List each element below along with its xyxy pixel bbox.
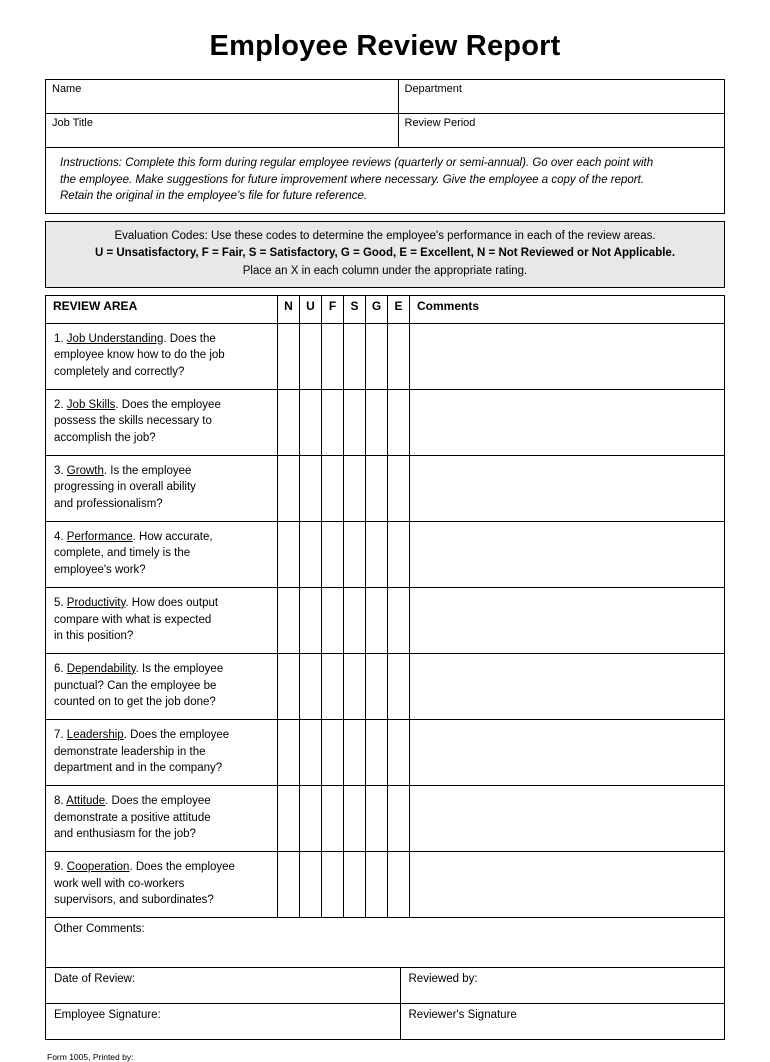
rating-cell-n[interactable] (278, 785, 300, 851)
rating-cell-s[interactable] (344, 587, 366, 653)
rating-cell-n[interactable] (278, 851, 300, 917)
table-row (46, 323, 725, 389)
rating-cell-g[interactable] (366, 389, 388, 455)
review-item-term: Dependability (66, 662, 136, 675)
rating-cell-g[interactable] (366, 521, 388, 587)
review-item-line3: in this position? (54, 630, 134, 643)
rating-cell-n[interactable] (278, 653, 300, 719)
review-item-line3: and enthusiasm for the job? (54, 828, 196, 841)
review-item-number: 6. (54, 662, 64, 675)
comments-cell[interactable] (410, 851, 725, 917)
instructions-line-2: the employee. Make suggestions for future improvement where necessary. Give the employee a copy of the report. (60, 173, 645, 186)
reviewer-signature-label: Reviewer's Signature (408, 1008, 517, 1021)
review-item-term: Productivity (66, 596, 126, 609)
rating-cell-s[interactable] (344, 653, 366, 719)
rating-cell-f[interactable] (322, 323, 344, 389)
rating-cell-e[interactable] (388, 455, 410, 521)
review-area-cell-8 (46, 785, 278, 851)
evaluation-codes-line-2: U = Unsatisfactory, F = Fair, S = Satisfactory, G = Good, E = Excellent, N = Not Reviewed or Not Applicable. (94, 247, 676, 260)
column-header-rating-f: F (322, 295, 344, 323)
review-item-number: 7. (54, 728, 64, 741)
review-item-line2: progressing in overall ability (54, 481, 196, 494)
rating-cell-f[interactable] (322, 653, 344, 719)
table-row (46, 968, 725, 1004)
review-area-cell-5 (46, 587, 278, 653)
rating-cell-s[interactable] (344, 851, 366, 917)
review-area-cell-3 (46, 455, 278, 521)
comments-cell[interactable] (410, 719, 725, 785)
review-item-line2: compare with what is expected (54, 613, 212, 626)
table-row (46, 719, 725, 785)
rating-cell-f[interactable] (322, 785, 344, 851)
name-field[interactable] (46, 80, 399, 114)
employee-signature-field[interactable] (46, 1003, 401, 1039)
rating-cell-f[interactable] (322, 389, 344, 455)
column-header-rating-s: S (344, 295, 366, 323)
table-row (46, 389, 725, 455)
rating-cell-n[interactable] (278, 587, 300, 653)
review-item-number: 3. (54, 464, 64, 477)
review-table-header-row (46, 295, 725, 323)
reviewed-by-label: Reviewed by: (408, 972, 478, 985)
column-header-review-area: REVIEW AREA (46, 295, 278, 323)
review-item-number: 4. (54, 530, 64, 543)
review-item-line2: work well with co-workers (54, 877, 185, 890)
rating-cell-u[interactable] (300, 455, 322, 521)
review-area-cell-6 (46, 653, 278, 719)
date-of-review-label: Date of Review: (54, 972, 136, 985)
rating-cell-u[interactable] (300, 587, 322, 653)
date-of-review-field[interactable] (46, 968, 401, 1004)
comments-cell[interactable] (410, 521, 725, 587)
header-fields-table (45, 79, 725, 148)
rating-cell-g[interactable] (366, 653, 388, 719)
review-item-line3: accomplish the job? (54, 432, 156, 445)
reviewed-by-field[interactable] (400, 968, 725, 1004)
rating-cell-s[interactable] (344, 521, 366, 587)
column-header-rating-n: N (278, 295, 300, 323)
review-area-cell-4 (46, 521, 278, 587)
rating-cell-s[interactable] (344, 455, 366, 521)
rating-cell-g[interactable] (366, 719, 388, 785)
name-label: Name (52, 83, 82, 95)
rating-cell-e[interactable] (388, 389, 410, 455)
instructions-line-3: Retain the original in the employee's file for future reference. (60, 190, 368, 203)
review-item-line2: possess the skills necessary to (54, 415, 212, 428)
rating-cell-s[interactable] (344, 323, 366, 389)
rating-cell-u[interactable] (300, 389, 322, 455)
rating-cell-u[interactable] (300, 653, 322, 719)
rating-cell-n[interactable] (278, 455, 300, 521)
rating-cell-e[interactable] (388, 587, 410, 653)
column-header-comments: Comments (410, 295, 725, 323)
spacer-1 (45, 214, 725, 221)
table-row (46, 80, 725, 114)
column-header-rating-g: G (366, 295, 388, 323)
comments-cell[interactable] (410, 389, 725, 455)
review-item-term: Job Skills (66, 398, 116, 411)
review-item-term: Job Understanding (66, 332, 164, 345)
rating-cell-n[interactable] (278, 323, 300, 389)
review-item-number: 8. (54, 794, 64, 807)
review-item-term: Leadership (66, 728, 124, 741)
table-row (46, 114, 725, 148)
review-area-cell-1 (46, 323, 278, 389)
review-item-line2: employee know how to do the job (54, 349, 225, 362)
table-row (46, 521, 725, 587)
spacer-2 (45, 288, 725, 295)
review-area-cell-9 (46, 851, 278, 917)
rating-cell-g[interactable] (366, 587, 388, 653)
comments-cell[interactable] (410, 323, 725, 389)
other-comments-field[interactable] (45, 918, 725, 968)
page-title: Employee Review Report (209, 30, 561, 62)
review-item-line3: and professionalism? (54, 498, 163, 511)
review-item-line1-rest: . Does the (163, 332, 216, 345)
table-row (46, 1003, 725, 1039)
review-period-label: Review Period (404, 117, 476, 129)
instructions-block (45, 148, 725, 214)
rating-cell-e[interactable] (388, 521, 410, 587)
review-item-line1-rest: . Does the employee (129, 860, 235, 873)
table-row (46, 455, 725, 521)
review-item-line2: punctual? Can the employee be (54, 679, 217, 692)
review-item-line3: supervisors, and subordinates? (54, 894, 214, 907)
review-area-cell-2 (46, 389, 278, 455)
review-item-term: Attitude (66, 794, 106, 807)
review-item-line3: employee's work? (54, 564, 146, 577)
rating-cell-g[interactable] (366, 323, 388, 389)
other-comments-label: Other Comments: (54, 922, 145, 935)
rating-cell-u[interactable] (300, 521, 322, 587)
review-item-line3: completely and correctly? (54, 366, 185, 379)
rating-cell-f[interactable] (322, 455, 344, 521)
table-row (46, 653, 725, 719)
rating-cell-e[interactable] (388, 323, 410, 389)
review-item-number: 1. (54, 332, 64, 345)
rating-cell-s[interactable] (344, 719, 366, 785)
review-period-field[interactable] (398, 114, 725, 148)
review-item-line2: complete, and timely is the (54, 547, 191, 560)
review-item-line1-rest: . Does the employee (105, 794, 211, 807)
review-item-line3: department and in the company? (54, 762, 223, 775)
evaluation-codes-line-3: Place an X in each column under the appropriate rating. (242, 264, 528, 277)
rating-cell-n[interactable] (278, 389, 300, 455)
rating-cell-f[interactable] (322, 851, 344, 917)
evaluation-codes-line-1: Evaluation Codes: Use these codes to determine the employee's performance in each of the review areas. (114, 230, 656, 243)
review-item-term: Cooperation (66, 860, 130, 873)
rating-cell-u[interactable] (300, 719, 322, 785)
rating-cell-e[interactable] (388, 719, 410, 785)
department-label: Department (404, 83, 462, 95)
comments-cell[interactable] (410, 587, 725, 653)
rating-cell-n[interactable] (278, 521, 300, 587)
review-item-number: 5. (54, 596, 64, 609)
instructions-line-1: Instructions: Complete this form during regular employee reviews (quarterly or semi-annual). Go over each point with (60, 157, 654, 169)
comments-cell[interactable] (410, 653, 725, 719)
table-row (46, 587, 725, 653)
rating-cell-u[interactable] (300, 785, 322, 851)
review-table (45, 295, 725, 918)
review-item-number: 9. (54, 860, 64, 873)
column-header-rating-u: U (300, 295, 322, 323)
review-item-line1-rest: . How does output (125, 596, 219, 609)
rating-cell-s[interactable] (344, 389, 366, 455)
review-item-term: Performance (66, 530, 133, 543)
review-area-cell-7 (46, 719, 278, 785)
form-footer-note: Form 1005, Printed by: (47, 1051, 134, 1062)
review-item-term: Growth (66, 464, 104, 477)
comments-cell[interactable] (410, 455, 725, 521)
rating-cell-f[interactable] (322, 719, 344, 785)
review-item-line2: demonstrate leadership in the (54, 745, 206, 758)
column-header-rating-e: E (388, 295, 410, 323)
rating-cell-f[interactable] (322, 521, 344, 587)
employee-signature-label: Employee Signature: (54, 1008, 161, 1021)
rating-cell-g[interactable] (366, 851, 388, 917)
review-item-line1-rest: . Is the employee (103, 464, 192, 477)
rating-cell-s[interactable] (344, 785, 366, 851)
review-item-line3: counted on to get the job done? (54, 696, 216, 709)
reviewer-signature-field[interactable] (400, 1003, 725, 1039)
review-item-line2: demonstrate a positive attitude (54, 811, 211, 824)
department-field[interactable] (398, 80, 725, 114)
evaluation-codes-block (45, 221, 725, 288)
rating-cell-u[interactable] (300, 323, 322, 389)
review-item-line1-rest: . How accurate, (132, 530, 213, 543)
job-title-field[interactable] (46, 114, 399, 148)
rating-cell-n[interactable] (278, 719, 300, 785)
review-item-line1-rest: . Does the employee (123, 728, 230, 741)
table-row (46, 851, 725, 917)
review-item-number: 2. (54, 398, 64, 411)
review-item-line1-rest: . Is the employee (135, 662, 224, 675)
comments-cell[interactable] (410, 785, 725, 851)
rating-cell-f[interactable] (322, 587, 344, 653)
signature-table (45, 968, 725, 1040)
rating-cell-e[interactable] (388, 785, 410, 851)
rating-cell-e[interactable] (388, 851, 410, 917)
rating-cell-g[interactable] (366, 455, 388, 521)
rating-cell-g[interactable] (366, 785, 388, 851)
review-item-line1-rest: . Does the employee (115, 398, 221, 411)
rating-cell-e[interactable] (388, 653, 410, 719)
job-title-label: Job Title (52, 117, 93, 129)
review-table-body (46, 323, 725, 917)
table-row (46, 785, 725, 851)
rating-cell-u[interactable] (300, 851, 322, 917)
